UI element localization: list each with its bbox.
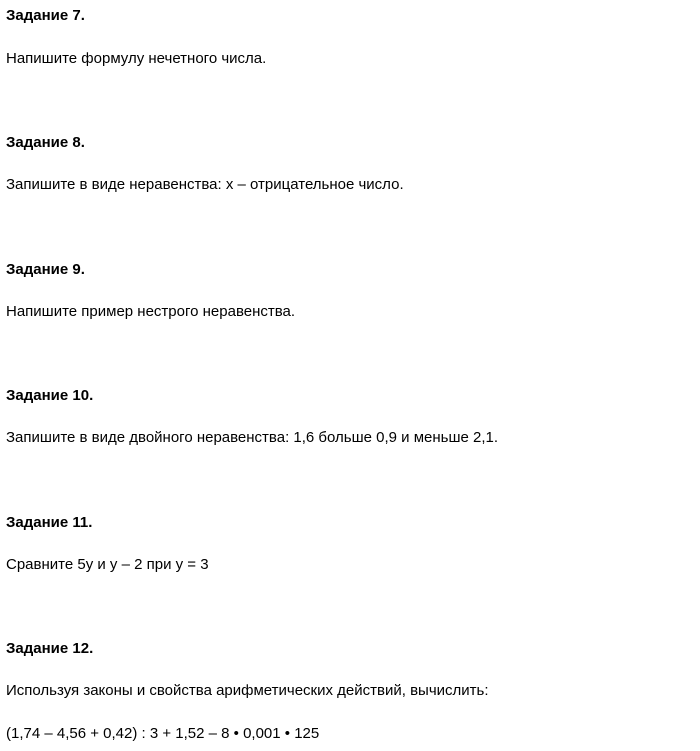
task-9-text: Напишите пример нестрого неравенства.: [6, 303, 296, 320]
task-12-expression: (1,74 – 4,56 + 0,42) : 3 + 1,52 – 8 • 0,001 • 125: [6, 725, 320, 742]
task-10-title: Задание 10.: [6, 387, 94, 404]
task-7-text: Напишите формулу нечетного числа.: [6, 50, 267, 67]
task-7-title: Задание 7.: [6, 7, 85, 24]
task-8-title: Задание 8.: [6, 134, 85, 151]
task-10-text: Запишите в виде двойного неравенства: 1,6 больше 0,9 и меньше 2,1.: [6, 429, 499, 446]
task-11-title: Задание 11.: [6, 514, 93, 531]
task-12-title: Задание 12.: [6, 640, 94, 657]
task-12-text: Используя законы и свойства арифметических действий, вычислить:: [6, 682, 489, 699]
task-9-title: Задание 9.: [6, 261, 85, 278]
task-11-text: Сравните 5у и у – 2 при у = 3: [6, 556, 209, 573]
task-8-text: Запишите в виде неравенства: х – отрицательное число.: [6, 176, 404, 193]
